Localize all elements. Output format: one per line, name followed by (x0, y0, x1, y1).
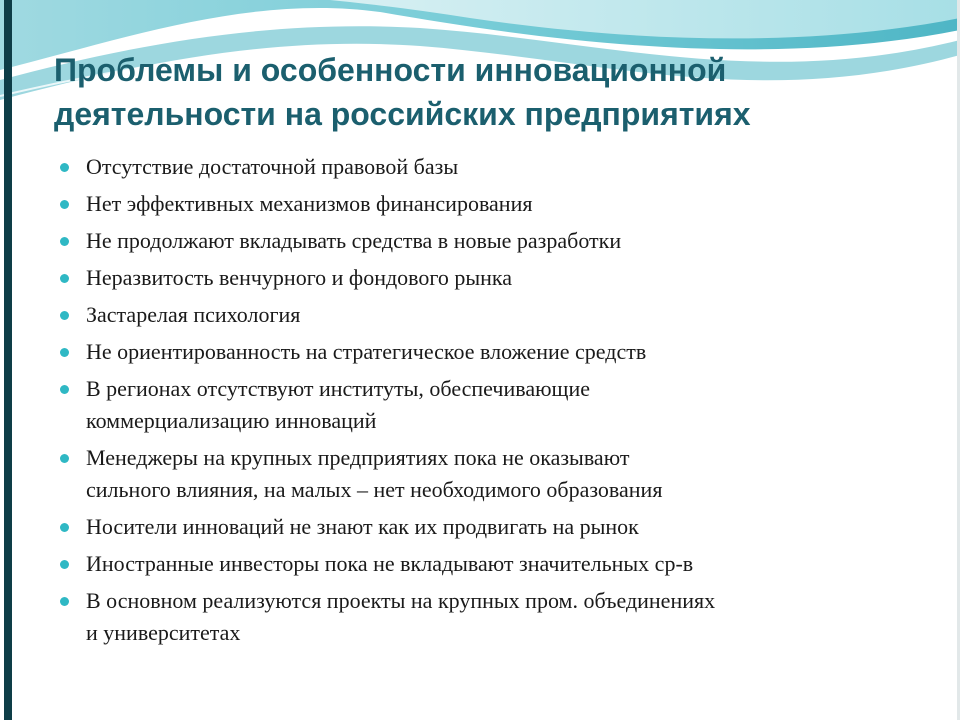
bullet-dot-icon (60, 385, 69, 394)
bullet-text: Не продолжают вкладывать средства в новые разработки (86, 228, 622, 253)
bullet-item (60, 225, 920, 257)
bullet-text: коммерциализацию инноваций (86, 408, 377, 433)
bullet-text: Иностранные инвесторы пока не вкладывают значительных ср-в (86, 551, 694, 576)
bullet-item (60, 262, 920, 294)
bullet-text: В регионах отсутствуют институты, обеспечивающие (86, 376, 591, 401)
bullet-item (60, 151, 920, 183)
bullet-text: Менеджеры на крупных предприятиях пока не оказывают (86, 445, 630, 470)
bullet-list (60, 151, 920, 654)
bullet-item (60, 442, 920, 506)
bullet-dot-icon (60, 311, 69, 320)
bullet-text: Не ориентированность на стратегическое вложение средств (86, 339, 647, 364)
bullet-item (60, 548, 920, 580)
bullet-dot-icon (60, 454, 69, 463)
bullet-item (60, 188, 920, 220)
left-accent-bar (4, 0, 12, 720)
bullet-item (60, 336, 920, 368)
bullet-item (60, 373, 920, 437)
bullet-item (60, 585, 920, 649)
slide-title (54, 48, 934, 136)
bullet-text: Застарелая психология (86, 302, 301, 327)
bullet-item (60, 511, 920, 543)
bullet-dot-icon (60, 274, 69, 283)
bullet-text: В основном реализуются проекты на крупных пром. объединениях (86, 588, 716, 613)
bullet-text: Нет эффективных механизмов финансирования (86, 191, 533, 216)
bullet-dot-icon (60, 560, 69, 569)
bullet-dot-icon (60, 348, 69, 357)
bullet-dot-icon (60, 237, 69, 246)
bullet-text: Носители инноваций не знают как их продвигать на рынок (86, 514, 639, 539)
slide-title-line-1: Проблемы и особенности инновационной (54, 52, 727, 88)
bullet-text: Отсутствие достаточной правовой базы (86, 154, 459, 179)
bullet-dot-icon (60, 200, 69, 209)
bullet-text: и университетах (86, 620, 241, 645)
bullet-dot-icon (60, 163, 69, 172)
bullet-item (60, 299, 920, 331)
bullet-dot-icon (60, 523, 69, 532)
bullet-text: сильного влияния, на малых – нет необходимого образования (86, 477, 663, 502)
bullet-text: Неразвитость венчурного и фондового рынка (86, 265, 513, 290)
bullet-dot-icon (60, 597, 69, 606)
slide-title-line-2: деятельности на российских предприятиях (54, 96, 751, 132)
